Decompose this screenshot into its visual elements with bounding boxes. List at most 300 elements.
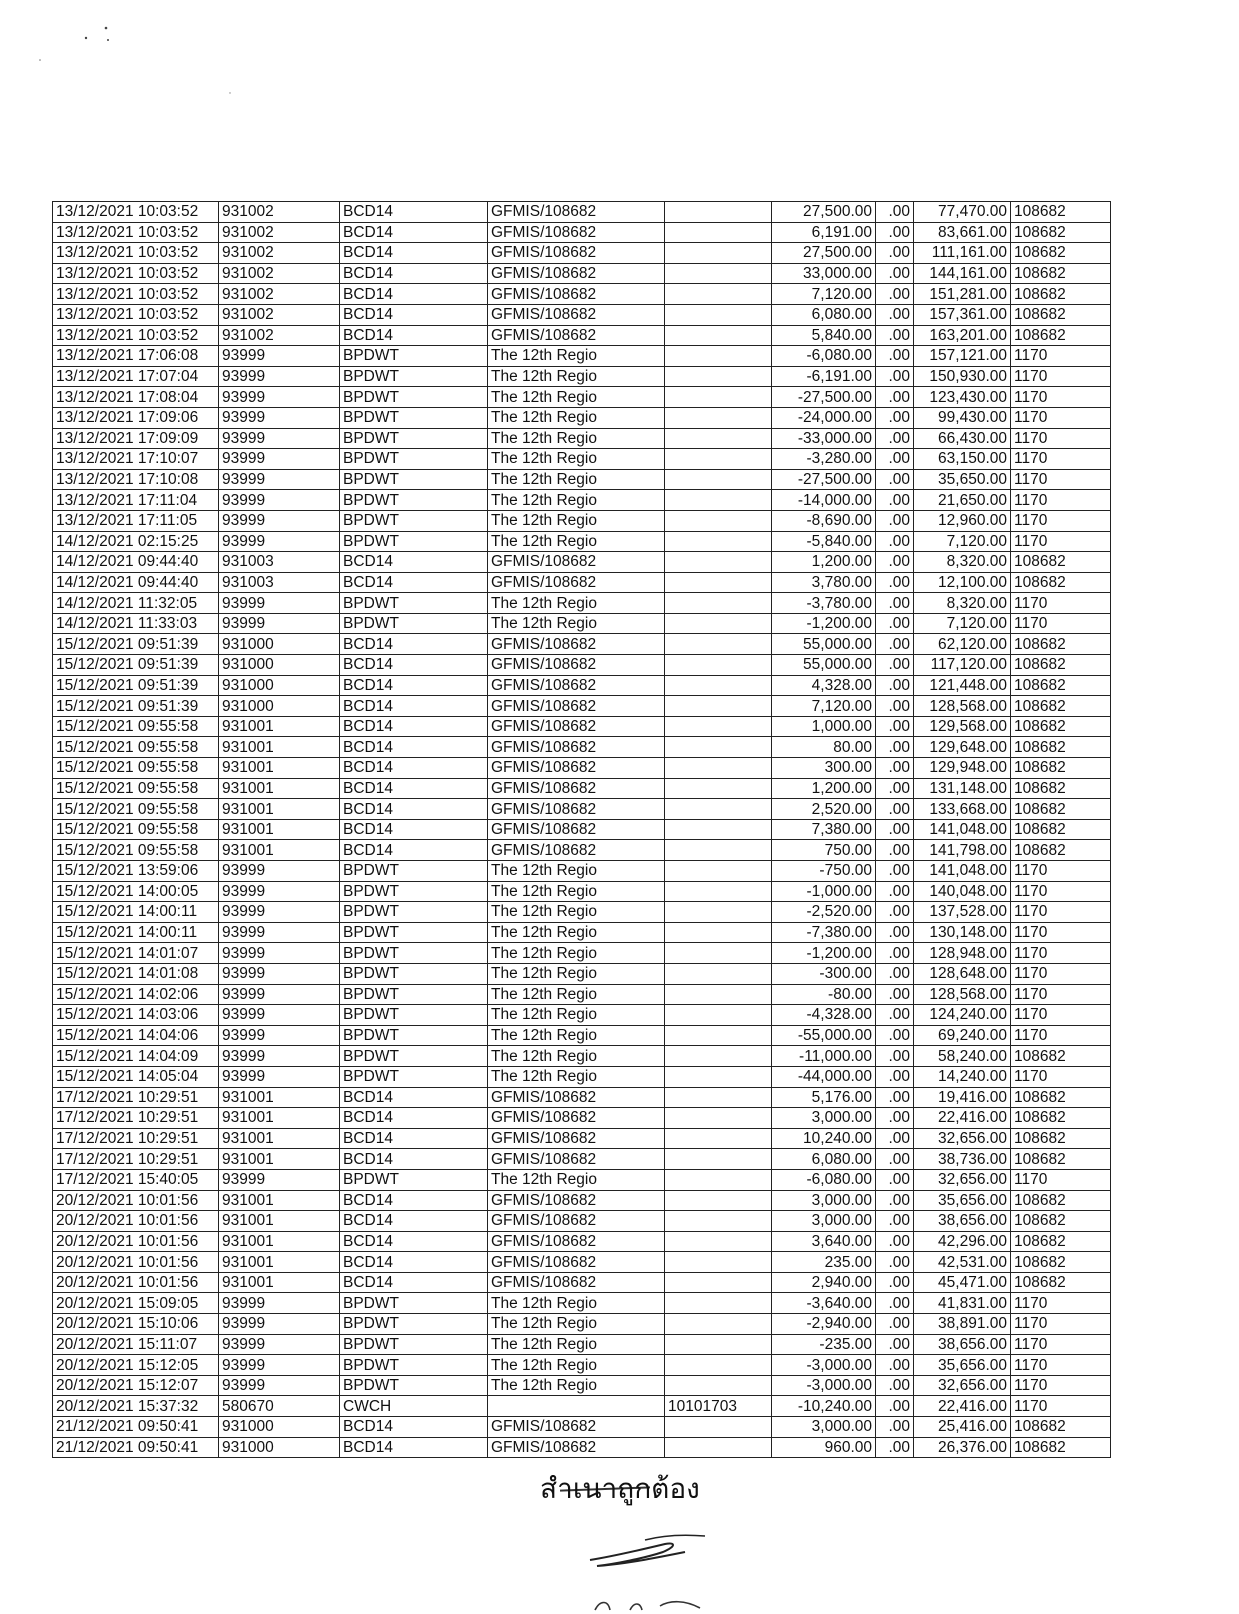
code-cell: 93999	[219, 449, 340, 470]
reference-cell: The 12th Regio	[488, 963, 665, 984]
document-no-cell	[665, 1190, 772, 1211]
datetime-cell: 15/12/2021 14:02:06	[53, 984, 219, 1005]
reference-cell: The 12th Regio	[488, 1066, 665, 1087]
type-cell: BCD14	[340, 675, 488, 696]
balance-cell: 83,661.00	[914, 222, 1011, 243]
amount-cell: 33,000.00	[772, 263, 876, 284]
account-cell: 108682	[1011, 799, 1111, 820]
code-cell: 931001	[219, 819, 340, 840]
document-no-cell	[665, 469, 772, 490]
type-cell: BCD14	[340, 325, 488, 346]
document-no-cell	[665, 243, 772, 264]
type-cell: BCD14	[340, 304, 488, 325]
code-cell: 93999	[219, 387, 340, 408]
amount-cell: -6,080.00	[772, 346, 876, 367]
amount-cell: -14,000.00	[772, 490, 876, 511]
zero-cell: .00	[876, 346, 914, 367]
table-row	[53, 819, 1111, 840]
balance-cell: 14,240.00	[914, 1066, 1011, 1087]
balance-cell: 35,650.00	[914, 469, 1011, 490]
code-cell: 93999	[219, 984, 340, 1005]
datetime-cell: 15/12/2021 09:55:58	[53, 758, 219, 779]
zero-cell: .00	[876, 881, 914, 902]
zero-cell: .00	[876, 1025, 914, 1046]
datetime-cell: 15/12/2021 14:00:11	[53, 922, 219, 943]
document-no-cell	[665, 387, 772, 408]
document-no-cell	[665, 840, 772, 861]
table-row	[53, 366, 1111, 387]
type-cell: BPDWT	[340, 407, 488, 428]
account-cell: 1170	[1011, 1314, 1111, 1335]
type-cell: BPDWT	[340, 1293, 488, 1314]
table-row	[53, 469, 1111, 490]
type-cell: BCD14	[340, 634, 488, 655]
type-cell: BCD14	[340, 655, 488, 676]
document-no-cell	[665, 881, 772, 902]
document-no-cell	[665, 943, 772, 964]
code-cell: 93999	[219, 407, 340, 428]
document-no-cell	[665, 284, 772, 305]
document-no-cell	[665, 634, 772, 655]
table-row	[53, 984, 1111, 1005]
reference-cell: GFMIS/108682	[488, 1252, 665, 1273]
account-cell: 108682	[1011, 325, 1111, 346]
reference-cell: GFMIS/108682	[488, 675, 665, 696]
amount-cell: -33,000.00	[772, 428, 876, 449]
account-cell: 1170	[1011, 1355, 1111, 1376]
datetime-cell: 14/12/2021 09:44:40	[53, 552, 219, 573]
balance-cell: 21,650.00	[914, 490, 1011, 511]
account-cell: 108682	[1011, 1149, 1111, 1170]
type-cell: BCD14	[340, 263, 488, 284]
amount-cell: -4,328.00	[772, 1005, 876, 1026]
balance-cell: 62,120.00	[914, 634, 1011, 655]
reference-cell: GFMIS/108682	[488, 1149, 665, 1170]
type-cell: BPDWT	[340, 490, 488, 511]
type-cell: BPDWT	[340, 922, 488, 943]
amount-cell: 55,000.00	[772, 634, 876, 655]
document-no-cell	[665, 758, 772, 779]
balance-cell: 12,100.00	[914, 572, 1011, 593]
amount-cell: -300.00	[772, 963, 876, 984]
zero-cell: .00	[876, 510, 914, 531]
document-no-cell	[665, 778, 772, 799]
code-cell: 93999	[219, 1066, 340, 1087]
datetime-cell: 15/12/2021 09:55:58	[53, 840, 219, 861]
balance-cell: 133,668.00	[914, 799, 1011, 820]
type-cell: BPDWT	[340, 1169, 488, 1190]
amount-cell: 5,176.00	[772, 1087, 876, 1108]
code-cell: 931000	[219, 655, 340, 676]
type-cell: BCD14	[340, 572, 488, 593]
reference-cell: The 12th Regio	[488, 1314, 665, 1335]
code-cell: 931001	[219, 1149, 340, 1170]
reference-cell: GFMIS/108682	[488, 202, 665, 223]
amount-cell: -1,200.00	[772, 613, 876, 634]
document-no-cell	[665, 552, 772, 573]
table-row	[53, 572, 1111, 593]
transaction-ledger-table	[52, 201, 1111, 1458]
code-cell: 93999	[219, 861, 340, 882]
balance-cell: 123,430.00	[914, 387, 1011, 408]
balance-cell: 150,930.00	[914, 366, 1011, 387]
account-cell: 1170	[1011, 593, 1111, 614]
reference-cell: The 12th Regio	[488, 428, 665, 449]
document-no-cell	[665, 510, 772, 531]
datetime-cell: 20/12/2021 15:09:05	[53, 1293, 219, 1314]
code-cell: 931002	[219, 325, 340, 346]
code-cell: 931002	[219, 202, 340, 223]
reference-cell: The 12th Regio	[488, 1025, 665, 1046]
account-cell: 108682	[1011, 1437, 1111, 1458]
balance-cell: 12,960.00	[914, 510, 1011, 531]
document-no-cell	[665, 1231, 772, 1252]
amount-cell: 3,000.00	[772, 1211, 876, 1232]
table-row	[53, 1066, 1111, 1087]
amount-cell: -24,000.00	[772, 407, 876, 428]
amount-cell: -27,500.00	[772, 387, 876, 408]
account-cell: 108682	[1011, 634, 1111, 655]
balance-cell: 141,798.00	[914, 840, 1011, 861]
account-cell: 1170	[1011, 428, 1111, 449]
account-cell: 108682	[1011, 1087, 1111, 1108]
account-cell: 1170	[1011, 510, 1111, 531]
account-cell: 1170	[1011, 346, 1111, 367]
document-no-cell	[665, 984, 772, 1005]
account-cell: 108682	[1011, 202, 1111, 223]
reference-cell: GFMIS/108682	[488, 716, 665, 737]
amount-cell: -44,000.00	[772, 1066, 876, 1087]
document-no-cell	[665, 325, 772, 346]
balance-cell: 129,948.00	[914, 758, 1011, 779]
datetime-cell: 13/12/2021 10:03:52	[53, 284, 219, 305]
reference-cell: The 12th Regio	[488, 1046, 665, 1067]
table-row	[53, 428, 1111, 449]
datetime-cell: 14/12/2021 11:33:03	[53, 613, 219, 634]
account-cell: 108682	[1011, 655, 1111, 676]
table-row	[53, 634, 1111, 655]
zero-cell: .00	[876, 202, 914, 223]
account-cell: 1170	[1011, 613, 1111, 634]
zero-cell: .00	[876, 943, 914, 964]
account-cell: 1170	[1011, 1293, 1111, 1314]
table-row	[53, 716, 1111, 737]
document-no-cell	[665, 1087, 772, 1108]
amount-cell: -1,200.00	[772, 943, 876, 964]
datetime-cell: 13/12/2021 10:03:52	[53, 304, 219, 325]
balance-cell: 141,048.00	[914, 861, 1011, 882]
zero-cell: .00	[876, 449, 914, 470]
reference-cell: The 12th Regio	[488, 366, 665, 387]
balance-cell: 124,240.00	[914, 1005, 1011, 1026]
account-cell: 108682	[1011, 737, 1111, 758]
zero-cell: .00	[876, 407, 914, 428]
balance-cell: 151,281.00	[914, 284, 1011, 305]
reference-cell: The 12th Regio	[488, 469, 665, 490]
zero-cell: .00	[876, 1396, 914, 1417]
balance-cell: 38,891.00	[914, 1314, 1011, 1335]
code-cell: 931001	[219, 758, 340, 779]
zero-cell: .00	[876, 819, 914, 840]
type-cell: BPDWT	[340, 1046, 488, 1067]
account-cell: 1170	[1011, 407, 1111, 428]
balance-cell: 42,296.00	[914, 1231, 1011, 1252]
type-cell: BPDWT	[340, 510, 488, 531]
datetime-cell: 13/12/2021 10:03:52	[53, 325, 219, 346]
account-cell: 108682	[1011, 552, 1111, 573]
amount-cell: -3,280.00	[772, 449, 876, 470]
code-cell: 93999	[219, 428, 340, 449]
amount-cell: 300.00	[772, 758, 876, 779]
type-cell: BCD14	[340, 1437, 488, 1458]
document-no-cell	[665, 449, 772, 470]
document-no-cell	[665, 1334, 772, 1355]
amount-cell: -5,840.00	[772, 531, 876, 552]
amount-cell: 1,200.00	[772, 552, 876, 573]
amount-cell: -3,000.00	[772, 1355, 876, 1376]
document-no-cell	[665, 222, 772, 243]
document-no-cell	[665, 202, 772, 223]
account-cell: 108682	[1011, 1190, 1111, 1211]
type-cell: BCD14	[340, 1272, 488, 1293]
table-row	[53, 1375, 1111, 1396]
table-row	[53, 1252, 1111, 1273]
account-cell: 108682	[1011, 284, 1111, 305]
type-cell: BCD14	[340, 202, 488, 223]
amount-cell: 6,080.00	[772, 304, 876, 325]
account-cell: 108682	[1011, 1108, 1111, 1129]
zero-cell: .00	[876, 963, 914, 984]
balance-cell: 32,656.00	[914, 1375, 1011, 1396]
code-cell: 931000	[219, 1417, 340, 1438]
amount-cell: -55,000.00	[772, 1025, 876, 1046]
document-no-cell	[665, 1066, 772, 1087]
type-cell: BCD14	[340, 799, 488, 820]
balance-cell: 25,416.00	[914, 1417, 1011, 1438]
reference-cell: The 12th Regio	[488, 490, 665, 511]
balance-cell: 45,471.00	[914, 1272, 1011, 1293]
zero-cell: .00	[876, 696, 914, 717]
datetime-cell: 13/12/2021 17:11:05	[53, 510, 219, 531]
datetime-cell: 15/12/2021 14:03:06	[53, 1005, 219, 1026]
amount-cell: -6,080.00	[772, 1169, 876, 1190]
table-row	[53, 490, 1111, 511]
table-row	[53, 1005, 1111, 1026]
amount-cell: -10,240.00	[772, 1396, 876, 1417]
reference-cell: GFMIS/108682	[488, 778, 665, 799]
type-cell: BPDWT	[340, 881, 488, 902]
reference-cell: GFMIS/108682	[488, 737, 665, 758]
account-cell: 1170	[1011, 943, 1111, 964]
datetime-cell: 17/12/2021 15:40:05	[53, 1169, 219, 1190]
type-cell: BPDWT	[340, 943, 488, 964]
document-no-cell	[665, 593, 772, 614]
type-cell: BCD14	[340, 222, 488, 243]
amount-cell: 27,500.00	[772, 202, 876, 223]
amount-cell: -1,000.00	[772, 881, 876, 902]
zero-cell: .00	[876, 572, 914, 593]
table-row	[53, 1396, 1111, 1417]
code-cell: 93999	[219, 510, 340, 531]
type-cell: BPDWT	[340, 366, 488, 387]
code-cell: 93999	[219, 1046, 340, 1067]
reference-cell: The 12th Regio	[488, 449, 665, 470]
reference-cell: The 12th Regio	[488, 407, 665, 428]
balance-cell: 128,648.00	[914, 963, 1011, 984]
amount-cell: 960.00	[772, 1437, 876, 1458]
account-cell: 1170	[1011, 387, 1111, 408]
amount-cell: -11,000.00	[772, 1046, 876, 1067]
ledger-body	[53, 202, 1111, 1458]
reference-cell: GFMIS/108682	[488, 1190, 665, 1211]
table-row	[53, 778, 1111, 799]
reference-cell: GFMIS/108682	[488, 1108, 665, 1129]
reference-cell: The 12th Regio	[488, 881, 665, 902]
datetime-cell: 15/12/2021 09:55:58	[53, 799, 219, 820]
balance-cell: 130,148.00	[914, 922, 1011, 943]
code-cell: 93999	[219, 593, 340, 614]
datetime-cell: 15/12/2021 09:51:39	[53, 655, 219, 676]
document-no-cell	[665, 1149, 772, 1170]
document-no-cell	[665, 1417, 772, 1438]
zero-cell: .00	[876, 634, 914, 655]
zero-cell: .00	[876, 984, 914, 1005]
table-row	[53, 243, 1111, 264]
type-cell: BPDWT	[340, 1314, 488, 1335]
zero-cell: .00	[876, 1046, 914, 1067]
datetime-cell: 13/12/2021 10:03:52	[53, 202, 219, 223]
document-no-cell	[665, 1025, 772, 1046]
zero-cell: .00	[876, 613, 914, 634]
amount-cell: 3,000.00	[772, 1190, 876, 1211]
account-cell: 108682	[1011, 572, 1111, 593]
account-cell: 108682	[1011, 758, 1111, 779]
document-no-cell	[665, 799, 772, 820]
zero-cell: .00	[876, 243, 914, 264]
account-cell: 1170	[1011, 881, 1111, 902]
type-cell: BCD14	[340, 1252, 488, 1273]
reference-cell: GFMIS/108682	[488, 1087, 665, 1108]
account-cell: 1170	[1011, 922, 1111, 943]
datetime-cell: 13/12/2021 17:10:08	[53, 469, 219, 490]
datetime-cell: 20/12/2021 15:12:05	[53, 1355, 219, 1376]
account-cell: 108682	[1011, 243, 1111, 264]
type-cell: BPDWT	[340, 1005, 488, 1026]
balance-cell: 63,150.00	[914, 449, 1011, 470]
zero-cell: .00	[876, 469, 914, 490]
zero-cell: .00	[876, 716, 914, 737]
amount-cell: 4,328.00	[772, 675, 876, 696]
zero-cell: .00	[876, 1272, 914, 1293]
reference-cell: The 12th Regio	[488, 387, 665, 408]
table-row	[53, 1355, 1111, 1376]
amount-cell: -80.00	[772, 984, 876, 1005]
code-cell: 93999	[219, 1293, 340, 1314]
datetime-cell: 20/12/2021 10:01:56	[53, 1211, 219, 1232]
code-cell: 93999	[219, 490, 340, 511]
type-cell: BCD14	[340, 1149, 488, 1170]
document-no-cell	[665, 922, 772, 943]
account-cell: 1170	[1011, 984, 1111, 1005]
account-cell: 1170	[1011, 1396, 1111, 1417]
balance-cell: 35,656.00	[914, 1190, 1011, 1211]
code-cell: 93999	[219, 1375, 340, 1396]
datetime-cell: 15/12/2021 14:00:11	[53, 902, 219, 923]
amount-cell: 7,380.00	[772, 819, 876, 840]
balance-cell: 137,528.00	[914, 902, 1011, 923]
code-cell: 931001	[219, 1272, 340, 1293]
datetime-cell: 13/12/2021 10:03:52	[53, 222, 219, 243]
reference-cell: GFMIS/108682	[488, 1128, 665, 1149]
table-row	[53, 1087, 1111, 1108]
amount-cell: 3,000.00	[772, 1108, 876, 1129]
type-cell: BPDWT	[340, 1025, 488, 1046]
table-row	[53, 922, 1111, 943]
zero-cell: .00	[876, 758, 914, 779]
document-no-cell	[665, 696, 772, 717]
table-row	[53, 943, 1111, 964]
datetime-cell: 15/12/2021 09:55:58	[53, 716, 219, 737]
amount-cell: -3,780.00	[772, 593, 876, 614]
balance-cell: 163,201.00	[914, 325, 1011, 346]
balance-cell: 157,121.00	[914, 346, 1011, 367]
account-cell: 1170	[1011, 469, 1111, 490]
balance-cell: 128,568.00	[914, 984, 1011, 1005]
zero-cell: .00	[876, 1437, 914, 1458]
balance-cell: 99,430.00	[914, 407, 1011, 428]
datetime-cell: 20/12/2021 10:01:56	[53, 1272, 219, 1293]
reference-cell: The 12th Regio	[488, 1375, 665, 1396]
account-cell: 1170	[1011, 861, 1111, 882]
zero-cell: .00	[876, 840, 914, 861]
datetime-cell: 15/12/2021 09:51:39	[53, 696, 219, 717]
amount-cell: 3,000.00	[772, 1417, 876, 1438]
reference-cell: The 12th Regio	[488, 943, 665, 964]
table-row	[53, 1128, 1111, 1149]
zero-cell: .00	[876, 1375, 914, 1396]
amount-cell: -27,500.00	[772, 469, 876, 490]
reference-cell	[488, 1396, 665, 1417]
type-cell: BCD14	[340, 778, 488, 799]
code-cell: 931002	[219, 243, 340, 264]
table-row	[53, 840, 1111, 861]
type-cell: BCD14	[340, 840, 488, 861]
reference-cell: The 12th Regio	[488, 1293, 665, 1314]
amount-cell: -2,940.00	[772, 1314, 876, 1335]
code-cell: 93999	[219, 1169, 340, 1190]
table-row	[53, 963, 1111, 984]
code-cell: 93999	[219, 1314, 340, 1335]
table-row	[53, 1108, 1111, 1129]
balance-cell: 121,448.00	[914, 675, 1011, 696]
reference-cell: The 12th Regio	[488, 510, 665, 531]
code-cell: 931001	[219, 1087, 340, 1108]
reference-cell: GFMIS/108682	[488, 655, 665, 676]
account-cell: 1170	[1011, 490, 1111, 511]
document-no-cell	[665, 263, 772, 284]
account-cell: 1170	[1011, 1375, 1111, 1396]
table-row	[53, 1293, 1111, 1314]
amount-cell: -7,380.00	[772, 922, 876, 943]
balance-cell: 22,416.00	[914, 1108, 1011, 1129]
document-no-cell	[665, 716, 772, 737]
account-cell: 108682	[1011, 716, 1111, 737]
account-cell: 108682	[1011, 1417, 1111, 1438]
table-row	[53, 593, 1111, 614]
code-cell: 931001	[219, 799, 340, 820]
table-row	[53, 696, 1111, 717]
cutoff-handwriting-fragment	[590, 1596, 740, 1614]
